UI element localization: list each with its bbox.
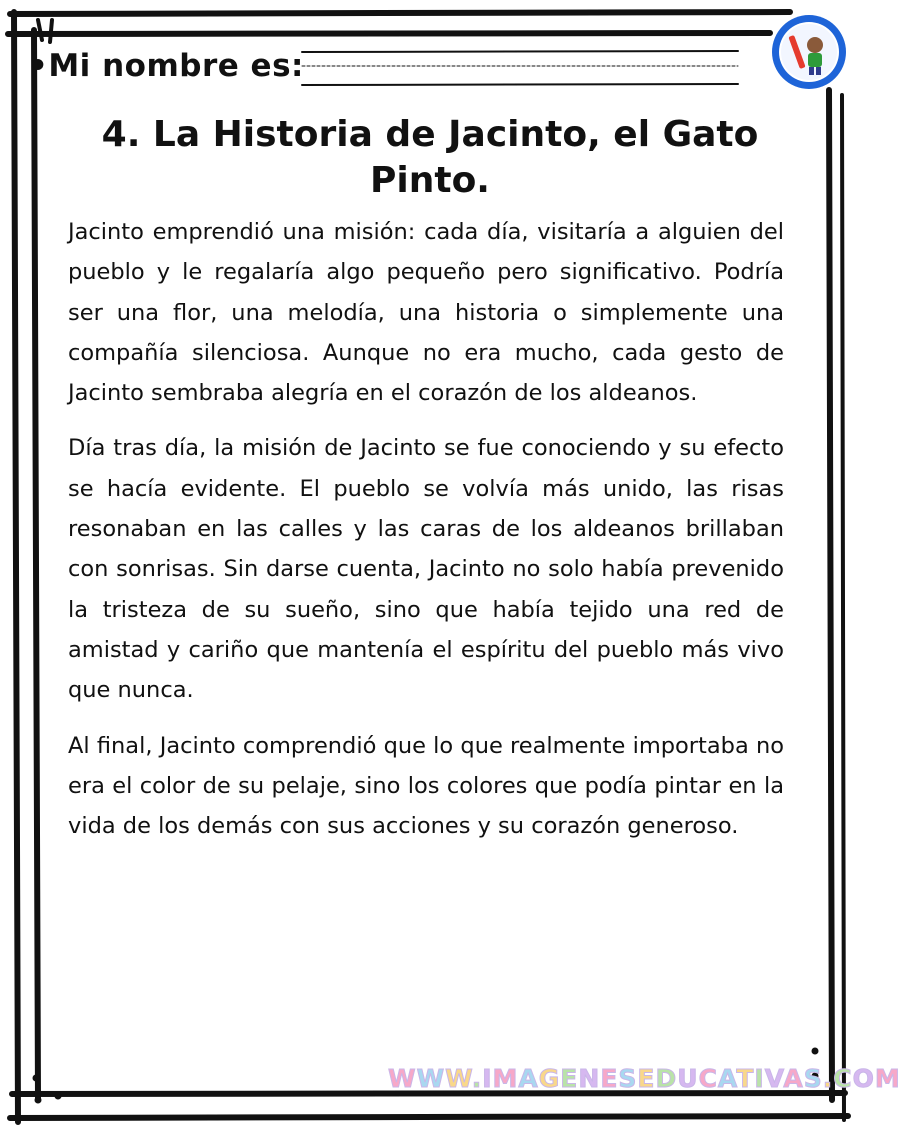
story-text [68, 212, 784, 861]
page-title: 4. La Historia de Jacinto, el Gato Pinto. [101, 114, 759, 201]
paragraph: Al final, Jacinto comprendió que lo que realmente importaba no era el color de su pelaje, sino los colores que podía pintar en la vida de los demás con sus acciones y su corazón generoso. [68, 732, 784, 840]
name-field-row [28, 48, 758, 98]
logo-badge [770, 13, 848, 91]
paragraph: Jacinto emprendió una misión: cada día, visitaría a alguien del pueblo y le regalaría algo pequeño pero significativo. Podría ser una flor, una melodía, una historia o simplemente una compañía silenciosa. Aunque no era mucho, cada gesto de Jacinto sembraba alegría en el corazón de los aldeanos. [68, 219, 784, 407]
name-label: •Mi nombre es: [28, 48, 304, 84]
website-watermark [388, 1060, 901, 1098]
paragraph: Día tras día, la misión de Jacinto se fue conociendo y su efecto se hacía evidente. El pueblo se volvía más unido, las risas resonaban en las calles y las caras de los aldeanos brillaban con sonrisas. Sin darse cuenta, Jacinto no solo había prevenido la tristeza de su sueño, sino que había tejido una red de amistad y cariño que mantenía el espíritu del pueblo más vivo que nunca. [68, 435, 784, 704]
website-text: WWW.IMAGENESEDUCATIVAS.COM [388, 1064, 901, 1093]
